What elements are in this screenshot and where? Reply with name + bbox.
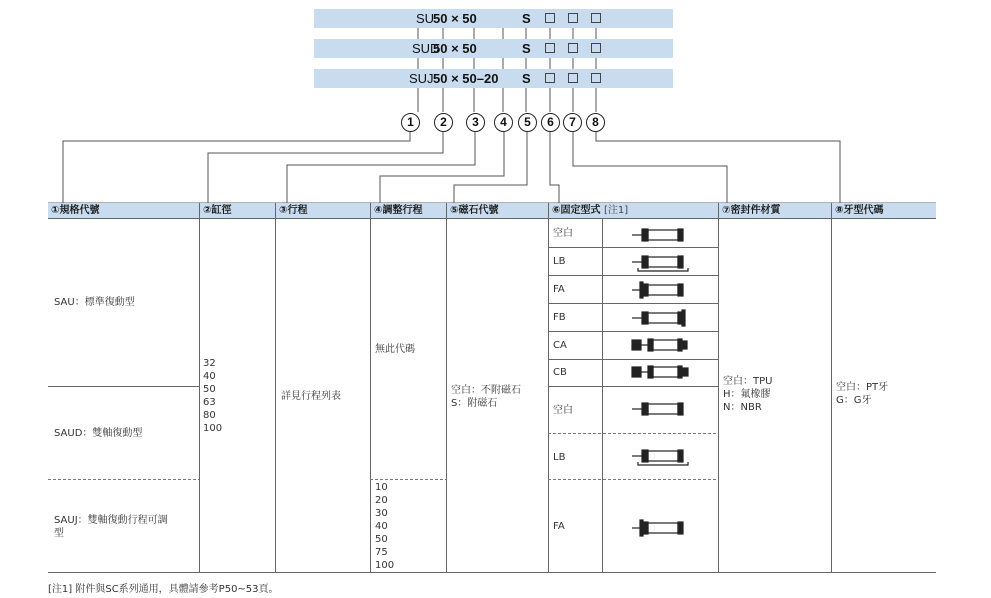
position-number-1: 1 xyxy=(401,113,420,132)
spec-sau: SAU：標準復動型 xyxy=(54,297,135,308)
cylinder-fb-icon xyxy=(632,310,685,326)
header-spec-code: ①規格代號 xyxy=(48,203,199,218)
mount-code: LB xyxy=(553,452,566,463)
magnet-options: 空白：不附磁石 S：附磁石 xyxy=(451,385,521,409)
code-size-sud: 50 × 50 xyxy=(433,41,477,56)
mount-code: 空白 xyxy=(553,405,573,416)
position-number-6: 6 xyxy=(541,113,560,132)
position-number-5: 5 xyxy=(518,113,537,132)
header-magnet-code: ⑤磁石代號 xyxy=(447,203,548,218)
header-thread-code: ⑧牙型代碼 xyxy=(832,203,936,218)
mount-code: 空白 xyxy=(553,228,573,239)
code-prefix-suj: SUJ xyxy=(409,71,434,86)
header-bore: ②缸徑 xyxy=(200,203,275,218)
code-suffix-su: S xyxy=(522,11,531,26)
cylinder-double-rod-fa-icon xyxy=(632,520,683,536)
position-number-7: 7 xyxy=(563,113,582,132)
mount-code: CA xyxy=(553,340,567,351)
position-number-2: 2 xyxy=(434,113,453,132)
cylinder-fa-icon xyxy=(632,282,683,298)
stroke-text: 詳見行程列表 xyxy=(281,391,341,402)
cylinder-lb-icon xyxy=(632,256,688,271)
mount-code: LB xyxy=(553,256,566,267)
position-number-3: 3 xyxy=(466,113,485,132)
mount-code: FA xyxy=(553,284,565,295)
cylinder-ca-icon xyxy=(632,339,687,351)
spec-saud: SAUD：雙軸復動型 xyxy=(54,428,143,439)
position-number-8: 8 xyxy=(586,113,605,132)
thread-options: 空白：PT牙 G：G牙 xyxy=(836,382,889,406)
code-suffix-sud: S xyxy=(522,41,531,56)
mount-code: FB xyxy=(553,312,566,323)
adjust-values: 10 20 30 40 50 75 100 xyxy=(375,482,395,571)
adjust-none: 無此代碼 xyxy=(375,344,415,355)
cylinder-cb-icon xyxy=(632,366,688,378)
code-size-suj: 50 × 50–20 xyxy=(433,71,499,86)
cylinder-double-rod-icon xyxy=(632,403,683,415)
mount-code: FA xyxy=(553,521,565,532)
header-adjust-stroke: ④調整行程 xyxy=(371,203,446,218)
position-number-4: 4 xyxy=(494,113,513,132)
seal-options: 空白：TPU H：氟橡膠 N：NBR xyxy=(723,376,773,413)
spec-sauj: SAUJ：雙軸復動行程可調 型 xyxy=(54,515,168,539)
mount-code: CB xyxy=(553,367,567,378)
footnote: [注1] 附件與SC系列通用，具體請參考P50~53頁。 xyxy=(48,584,279,595)
header-stroke: ③行程 xyxy=(276,203,370,218)
code-prefix-sud: SUD xyxy=(412,41,440,56)
cylinder-double-rod-lb-icon xyxy=(632,450,688,465)
header-seal-material: ⑦密封件材質 xyxy=(719,203,831,218)
code-prefix-su: SU xyxy=(416,11,435,26)
header-mount-type-note: [注1] xyxy=(603,205,629,216)
header-mount-type-label: ⑥固定型式 xyxy=(552,205,601,216)
bore-values: 32 40 50 63 80 100 xyxy=(203,358,223,434)
cylinder-basic-icon xyxy=(632,229,683,241)
code-suffix-suj: S xyxy=(522,71,531,86)
code-size-su: 50 × 50 xyxy=(433,11,477,26)
